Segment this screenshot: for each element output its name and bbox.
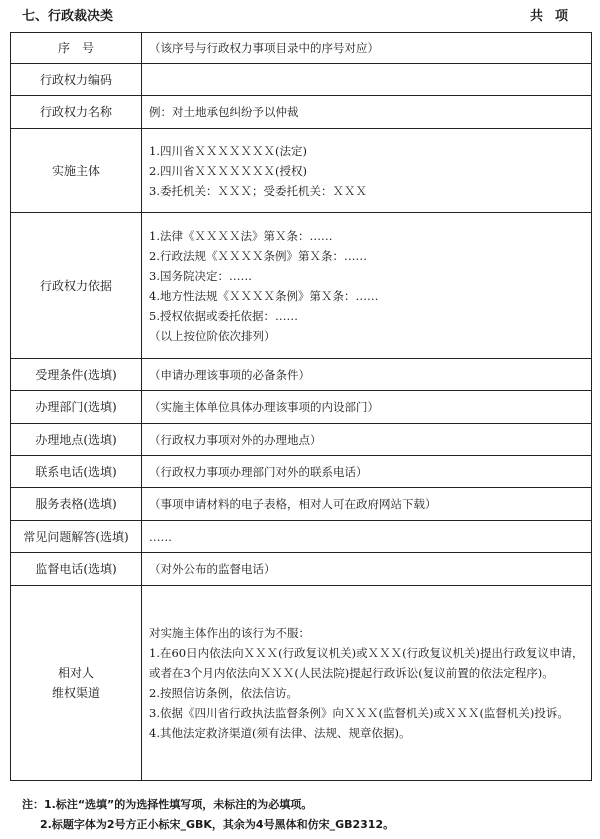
value-line: 对实施主体作出的该行为不服： xyxy=(149,626,310,640)
notes xyxy=(22,795,592,835)
row-label: 办理部门(选填) xyxy=(11,391,142,424)
row-power-name xyxy=(11,96,592,129)
value-line: （行政权力事项办理部门对外的联系电话） xyxy=(149,464,368,479)
row-label: 行政权力依据 xyxy=(11,213,142,359)
value-line: 2.按照信访条例，依法信访。 xyxy=(149,686,298,700)
row-label: 序 号 xyxy=(11,33,142,64)
row-service-forms xyxy=(11,488,592,521)
row-supervision-phone xyxy=(11,553,592,586)
row-label: 服务表格(选填) xyxy=(11,488,142,521)
value-line: 3.国务院决定：…… xyxy=(149,268,252,283)
value-line: 1.四川省ＸＸＸＸＸＸＸ(法定) xyxy=(149,143,307,158)
row-rights-channels xyxy=(11,586,592,781)
value-line: 3.依据《四川省行政执法监督条例》向ＸＸＸ(监督机关)或ＸＸＸ(监督机关)投诉。 xyxy=(149,706,569,720)
value-line: （以上按位阶依次排列） xyxy=(149,328,276,343)
page-header xyxy=(0,0,600,28)
row-label: 受理条件(选填) xyxy=(11,359,142,391)
row-label: 常见问题解答(选填) xyxy=(11,521,142,553)
row-label: 相对人 维权渠道 xyxy=(11,586,142,781)
row-handling-department xyxy=(11,391,592,424)
row-label: 联系电话(选填) xyxy=(11,456,142,488)
value-line: （行政权力事项对外的办理地点） xyxy=(149,432,322,447)
section-title: 七、行政裁决类 xyxy=(22,9,114,24)
row-value xyxy=(142,33,592,64)
row-acceptance-conditions xyxy=(11,359,592,391)
value-line: 4.其他法定救济渠道(须有法律、法规、规章依据)。 xyxy=(149,726,411,740)
value-line: （事项申请材料的电子表格，相对人可在政府网站下载） xyxy=(149,497,437,511)
row-value xyxy=(142,424,592,456)
row-faq xyxy=(11,521,592,553)
row-implementing-body xyxy=(11,129,592,213)
row-value xyxy=(142,586,592,781)
value-line: 4.地方性法规《ＸＸＸＸ条例》第Ｘ条：…… xyxy=(149,288,379,303)
value-line: 5.授权依据或委托依据：…… xyxy=(149,308,298,323)
value-line: 2.行政法规《ＸＸＸＸ条例》第Ｘ条：…… xyxy=(149,248,367,263)
row-serial-number xyxy=(11,33,592,64)
note-1: 注：1.标注“选填”的为选择性填写项，未标注的为必填项。 xyxy=(22,798,313,811)
value-line: 1.在60日内依法向ＸＸＸ(行政复议机关)或ＸＸＸ(行政复议机关)提出行政复议申请，或者在3个月内依法向ＸＸＸ(人民法院)提起行政诉讼(复议前置的依法定程序)。 xyxy=(149,646,584,680)
total-items-label: 共项 xyxy=(530,9,581,24)
value-line: （该序号与行政权力事项目录中的序号对应） xyxy=(149,41,379,55)
row-value xyxy=(142,521,592,553)
row-value xyxy=(142,553,592,586)
row-value xyxy=(142,456,592,488)
row-label: 行政权力编码 xyxy=(11,64,142,96)
value-line: 2.四川省ＸＸＸＸＸＸＸ(授权) xyxy=(149,163,307,178)
row-handling-location xyxy=(11,424,592,456)
row-label: 监督电话(选填) xyxy=(11,553,142,586)
row-value xyxy=(142,129,592,213)
value-line: 1.法律《ＸＸＸＸ法》第Ｘ条：…… xyxy=(149,228,333,243)
value-line: 例：对土地承包纠纷予以仲裁 xyxy=(149,105,299,119)
row-value xyxy=(142,64,592,96)
row-label: 办理地点(选填) xyxy=(11,424,142,456)
row-contact-phone xyxy=(11,456,592,488)
row-value xyxy=(142,391,592,424)
row-label: 实施主体 xyxy=(11,129,142,213)
row-value xyxy=(142,213,592,359)
value-line: …… xyxy=(149,529,172,544)
row-label: 行政权力名称 xyxy=(11,96,142,129)
note-2: 2.标题字体为2号方正小标宋_GBK，其余为4号黑体和仿宋_GB2312。 xyxy=(40,818,395,831)
row-legal-basis xyxy=(11,213,592,359)
value-line: （对外公布的监督电话） xyxy=(149,562,276,576)
value-line: 3.委托机关：ＸＸＸ；受委托机关：ＸＸＸ xyxy=(149,183,367,198)
value-line: （实施主体单位具体办理该事项的内设部门） xyxy=(149,400,379,414)
row-value xyxy=(142,96,592,129)
row-power-code xyxy=(11,64,592,96)
value-line: （申请办理该事项的必备条件） xyxy=(149,367,310,382)
row-value xyxy=(142,359,592,391)
row-value xyxy=(142,488,592,521)
power-item-form-table xyxy=(10,32,592,781)
